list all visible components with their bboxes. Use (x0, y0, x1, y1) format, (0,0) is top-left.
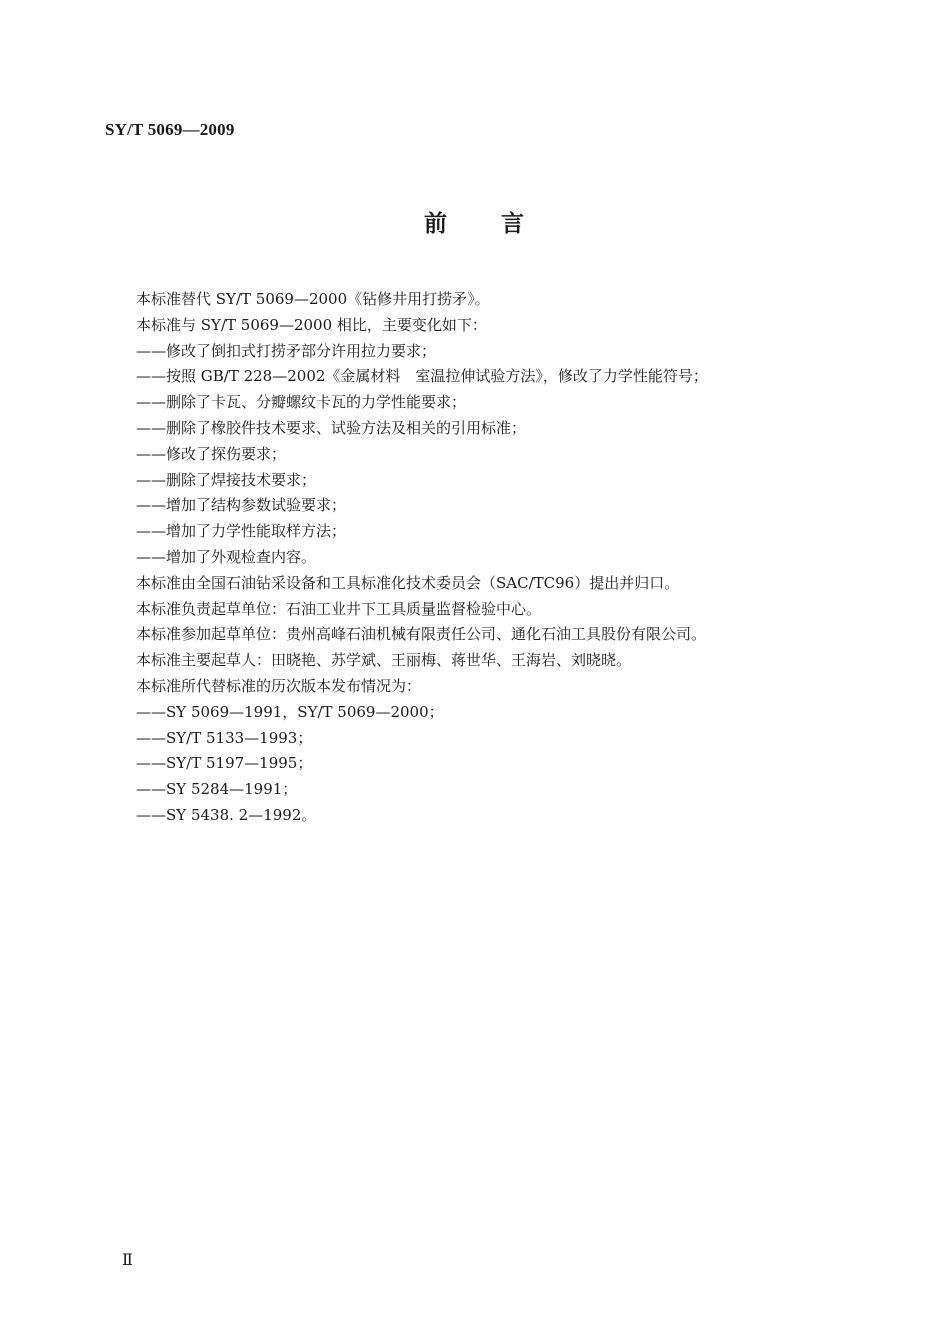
text-line: 本标准负责起草单位：石油工业井下工具质量监督检验中心。 (136, 599, 542, 618)
change-item: ——修改了探伤要求； (136, 444, 287, 463)
version-item: ——SY 5284—1991； (136, 780, 298, 799)
page-number: Ⅱ (122, 1252, 133, 1269)
change-item: ——删除了橡胶件技术要求、试验方法及相关的引用标准； (136, 418, 527, 437)
change-item: ——增加了结构参数试验要求； (136, 496, 347, 515)
text-line: 本标准参加起草单位：贵州高峰石油机械有限责任公司、通化石油工具股份有限公司。 (136, 625, 707, 644)
text-line: 本标准由全国石油钻采设备和工具标准化技术委员会（SAC/TC96）提出并归口。 (136, 573, 680, 592)
change-item: ——删除了焊接技术要求； (136, 470, 317, 489)
title-char-2: 言 (501, 210, 526, 237)
foreword-body (136, 287, 836, 829)
title-char-1: 前 (424, 210, 449, 237)
text-line: 本标准主要起草人：田晓艳、苏学斌、王丽梅、蒋世华、王海岩、刘晓晓。 (136, 651, 632, 670)
change-item: ——删除了卡瓦、分瓣螺纹卡瓦的力学性能要求； (136, 393, 467, 412)
text-line: 本标准所代替标准的历次版本发布情况为： (136, 676, 422, 695)
version-item: ——SY 5069—1991，SY/T 5069—2000； (136, 702, 444, 721)
text-line: 本标准替代 SY/T 5069—2000《钻修井用打捞矛》。 (136, 290, 490, 308)
text-line: 本标准与 SY/T 5069—2000 相比，主要变化如下： (136, 315, 487, 334)
change-item: ——按照 GB/T 228—2002《金属材料 室温拉伸试验方法》，修改了力学性能符号； (136, 367, 708, 386)
page-title (0, 205, 950, 238)
change-item: ——增加了外观检查内容。 (136, 547, 317, 566)
version-item: ——SY/T 5197—1995； (136, 754, 313, 773)
standard-code: SY/T 5069—2009 (105, 120, 235, 139)
version-item: ——SY 5438. 2—1992。 (136, 805, 317, 824)
change-item: ——增加了力学性能取样方法； (136, 522, 347, 541)
version-item: ——SY/T 5133—1993； (136, 728, 313, 747)
change-item: ——修改了倒扣式打捞矛部分许用拉力要求； (136, 341, 437, 360)
